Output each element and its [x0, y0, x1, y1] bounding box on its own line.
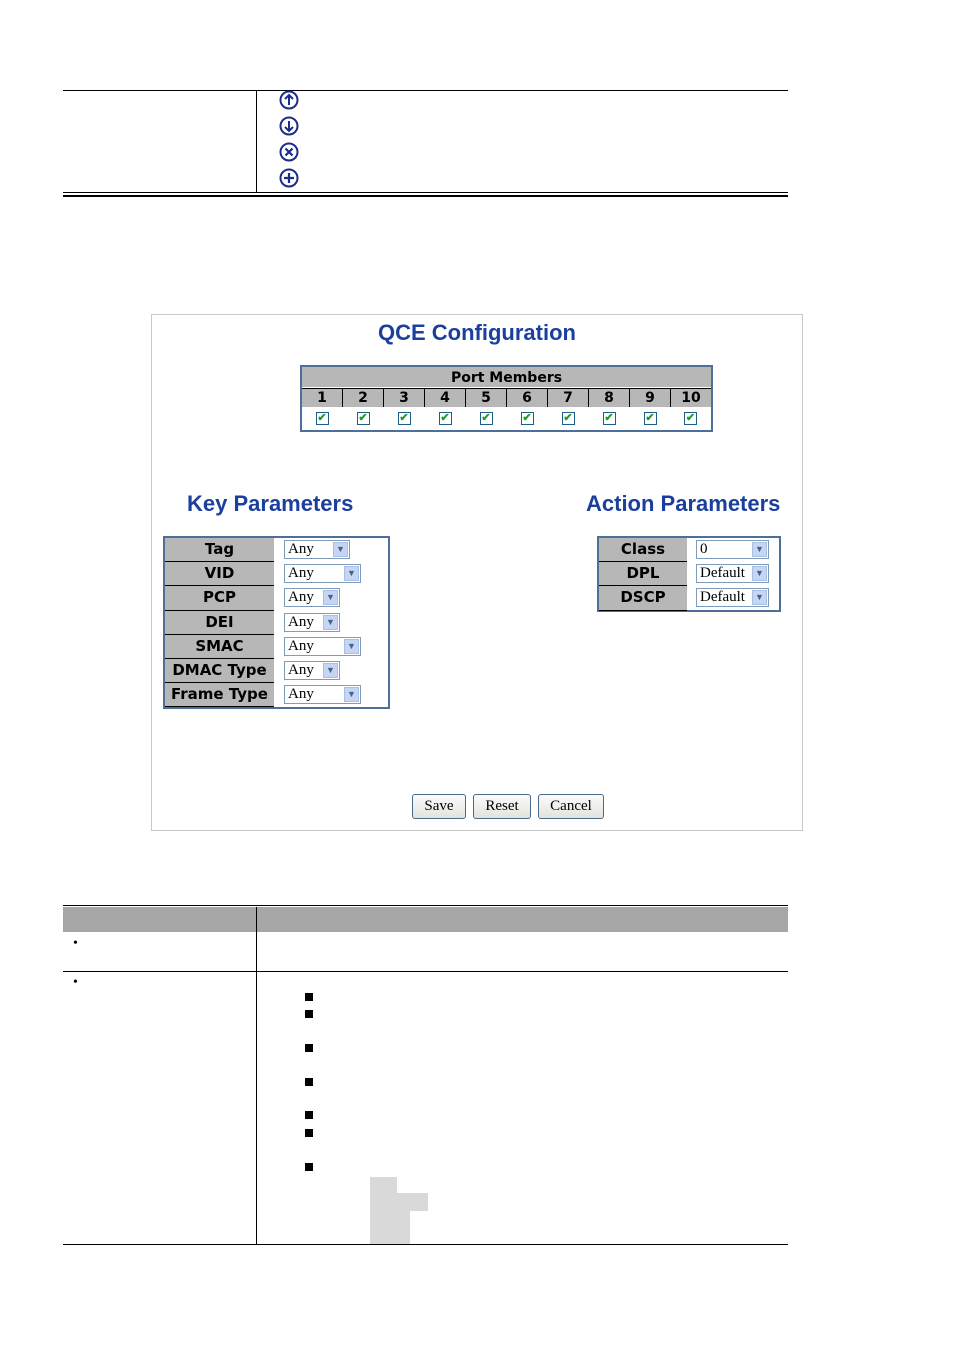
param-select[interactable] [696, 588, 769, 607]
key-parameters-title: Key Parameters [187, 491, 354, 516]
square-bullet-icon [305, 1129, 313, 1137]
chevron-down-icon[interactable]: ▼ [323, 615, 338, 630]
port-member-label: 8 [589, 388, 630, 407]
param-label: VID [165, 562, 274, 586]
port-member-checkbox[interactable]: ✔ [317, 412, 327, 424]
key-parameters-table [163, 536, 390, 709]
list-bullet: • [73, 936, 78, 951]
port-member-checkbox[interactable]: ✔ [399, 412, 409, 424]
param-label: Class [599, 538, 687, 562]
param-label: DEI [165, 611, 274, 635]
top-table-divider [256, 90, 257, 193]
page-title: QCE Configuration [378, 320, 576, 345]
move-up-icon[interactable] [279, 90, 299, 110]
gray-block [397, 1211, 410, 1244]
chevron-down-icon[interactable]: ▼ [344, 687, 359, 702]
square-bullet-icon [305, 993, 313, 1001]
param-label: DSCP [599, 586, 687, 610]
desc-table-divider [256, 907, 257, 1245]
param-select-value: Any [288, 565, 314, 582]
chevron-down-icon[interactable]: ▼ [752, 566, 767, 581]
param-select-value: Any [288, 541, 314, 557]
square-bullet-icon [305, 1044, 313, 1052]
chevron-down-icon[interactable]: ▼ [752, 590, 767, 605]
square-bullet-icon [305, 1163, 313, 1171]
param-select[interactable] [284, 588, 340, 607]
param-label: Frame Type [165, 683, 274, 707]
square-bullet-icon [305, 1010, 313, 1018]
top-table-bottom-border [63, 192, 788, 193]
param-select[interactable] [284, 637, 361, 656]
top-table-top-border [63, 90, 788, 91]
desc-table-row-divider [63, 971, 788, 972]
param-select[interactable] [284, 564, 361, 583]
square-bullet-icon [305, 1111, 313, 1119]
param-label: Tag [165, 538, 274, 562]
move-down-icon[interactable] [279, 116, 299, 136]
param-select[interactable] [284, 613, 340, 632]
param-select[interactable] [696, 564, 769, 583]
top-table-bottom-rule [63, 195, 788, 197]
action-parameters-table [597, 536, 781, 612]
delete-icon[interactable] [279, 142, 299, 162]
param-select-value: Any [288, 637, 314, 654]
port-member-label: 10 [671, 388, 711, 407]
param-label: DMAC Type [165, 659, 274, 683]
port-member-checkbox[interactable]: ✔ [522, 412, 532, 424]
port-members-table [300, 365, 713, 432]
gray-block [370, 1177, 397, 1244]
port-member-checkbox[interactable]: ✔ [604, 412, 614, 424]
param-label: SMAC [165, 635, 274, 659]
save-button[interactable]: Save [412, 794, 466, 819]
param-select-value: Default [700, 565, 745, 582]
param-select-value: Any [288, 662, 314, 678]
param-label: DPL [599, 562, 687, 586]
param-select-value: 0 [700, 541, 708, 557]
port-member-label: 2 [343, 388, 384, 407]
param-label: PCP [165, 586, 274, 610]
chevron-down-icon[interactable]: ▼ [752, 542, 767, 557]
port-member-label: 5 [466, 388, 507, 407]
desc-table-top-rule [63, 905, 788, 906]
desc-table-bottom-border [63, 1244, 788, 1245]
port-member-label: 9 [630, 388, 671, 407]
param-select[interactable] [284, 661, 340, 680]
port-member-checkbox[interactable]: ✔ [481, 412, 491, 424]
chevron-down-icon[interactable]: ▼ [323, 590, 338, 605]
port-member-checkbox[interactable]: ✔ [358, 412, 368, 424]
param-select[interactable] [696, 540, 769, 559]
port-member-checkbox[interactable]: ✔ [440, 412, 450, 424]
port-member-label: 4 [425, 388, 466, 407]
port-member-label: 1 [302, 388, 343, 407]
reset-button[interactable]: Reset [473, 794, 531, 819]
port-member-checkbox[interactable]: ✔ [685, 412, 696, 424]
param-select[interactable] [284, 685, 361, 704]
port-member-label: 6 [507, 388, 548, 407]
list-bullet: • [73, 975, 78, 990]
chevron-down-icon[interactable]: ▼ [344, 566, 359, 581]
gray-block [397, 1193, 428, 1211]
param-select-value: Default [700, 589, 745, 606]
port-member-checkbox[interactable]: ✔ [563, 412, 573, 424]
param-select[interactable] [284, 540, 350, 559]
param-select-value: Any [288, 686, 314, 703]
port-member-checkbox[interactable]: ✔ [645, 412, 655, 424]
port-member-label: 7 [548, 388, 589, 407]
desc-table-header [63, 907, 788, 932]
insert-icon[interactable] [279, 168, 299, 188]
action-parameters-title: Action Parameters [586, 491, 781, 516]
chevron-down-icon[interactable]: ▼ [344, 639, 359, 654]
chevron-down-icon[interactable]: ▼ [333, 542, 348, 557]
param-select-value: Any [288, 589, 314, 606]
port-members-header: Port Members [302, 367, 711, 387]
cancel-button[interactable]: Cancel [538, 794, 604, 819]
port-member-label: 3 [384, 388, 425, 407]
param-select-value: Any [288, 613, 314, 630]
chevron-down-icon[interactable]: ▼ [323, 663, 338, 678]
square-bullet-icon [305, 1078, 313, 1086]
